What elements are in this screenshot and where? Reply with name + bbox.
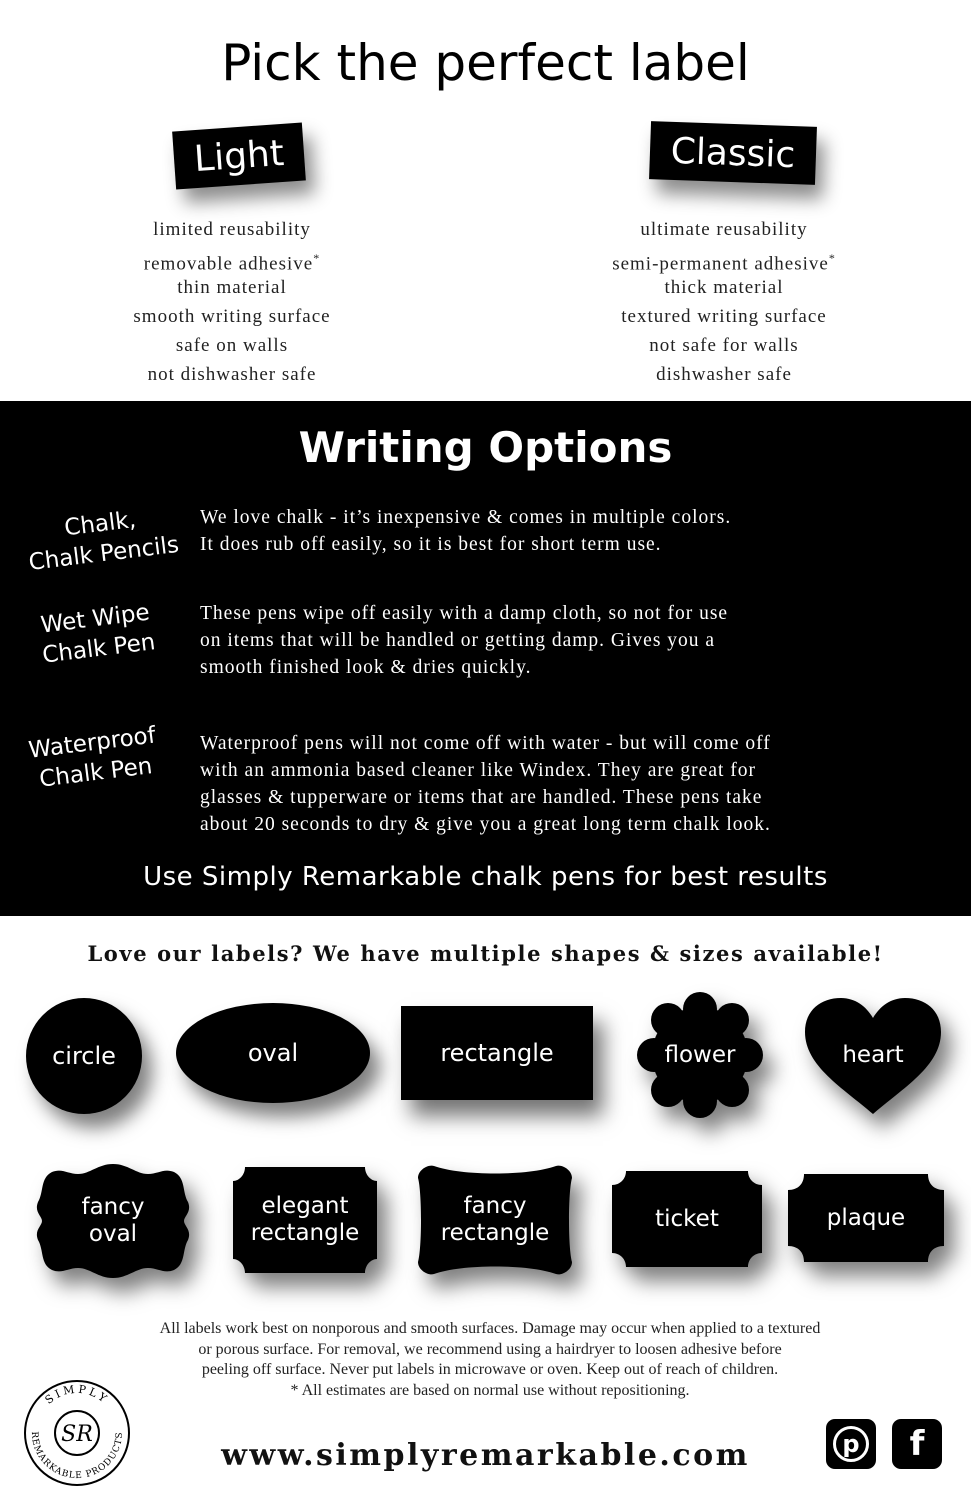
asterisk: * [313, 251, 321, 265]
light-label-tag: Light [172, 123, 306, 190]
shape-flower-label: flower [664, 1041, 736, 1068]
shape-heart-label: heart [842, 1041, 904, 1068]
list-item: semi-permanent adhesive* [612, 251, 836, 275]
asterisk: * [828, 251, 836, 265]
website-url[interactable]: www.simplyremarkable.com [221, 1438, 750, 1473]
list-item: limited reusability [153, 219, 311, 240]
chalk-pen-recommendation: Use Simply Remarkable chalk pens for best results [143, 862, 828, 892]
seal-bottom-text: REMARKABLE PRODUCTS [28, 1431, 126, 1482]
list-item: not safe for walls [649, 335, 799, 356]
option-name-chalk: Chalk, Chalk Pencils [27, 506, 181, 576]
page-title: Pick the perfect label [221, 34, 750, 92]
shape-oval: oval [176, 1003, 370, 1103]
option-name-waterproof: Waterproof Chalk Pen [27, 722, 158, 793]
shape-rectangle: rectangle [401, 1006, 593, 1100]
facebook-icon[interactable] [892, 1419, 942, 1469]
list-item: thick material [664, 277, 784, 298]
option-desc-wet-wipe: These pens wipe off easily with a damp cloth, so not for use on items that will be handled or getting damp. Gives you a smooth finished look & dries quickly. [200, 603, 729, 678]
list-item: ultimate reusability [640, 219, 808, 240]
classic-label-tag: Classic [649, 121, 817, 185]
seal-monogram: SR [61, 1422, 93, 1447]
shapes-heading: Love our labels? We have multiple shapes & sizes available! [87, 941, 884, 966]
list-item: textured writing surface [621, 306, 827, 327]
option-name-wet-wipe: Wet Wipe Chalk Pen [39, 599, 157, 669]
shape-fancy-oval-label: fancy oval [81, 1194, 145, 1247]
option-desc-chalk: We love chalk - it’s inexpensive & comes in multiple colors. It does rub off easily, so it is best for short term use. [200, 507, 732, 555]
list-item: smooth writing surface [133, 306, 331, 327]
list-item: removable adhesive* [143, 251, 321, 275]
writing-options-section [0, 401, 971, 916]
option-desc-waterproof: Waterproof pens will not come off with water - but will come off with an ammonia based cleaner like Windex. They are great for glasses & tupperware or items that are handled. These pens take about 20 seconds to dry & give you a great long term chalk look. [200, 733, 771, 835]
facebook-glyph: f [909, 1424, 925, 1464]
shape-ticket-label: ticket [655, 1205, 719, 1232]
pinterest-icon[interactable] [826, 1419, 876, 1469]
pinterest-glyph: p [833, 1426, 869, 1462]
writing-options-title: Writing Options [298, 423, 673, 472]
list-item: dishwasher safe [656, 364, 792, 385]
classic-feature-list [544, 215, 904, 389]
shape-circle: circle [26, 998, 142, 1114]
shape-fancy-rectangle-label: fancy rectangle [440, 1193, 550, 1246]
list-item: thin material [177, 277, 287, 298]
shape-elegant-rectangle-label: elegant rectangle [250, 1193, 360, 1246]
list-item: safe on walls [175, 335, 289, 356]
light-feature-list [52, 215, 412, 389]
shape-plaque-label: plaque [826, 1204, 906, 1231]
seal-top-text: SIMPLY [42, 1382, 112, 1407]
list-item: not dishwasher safe [147, 364, 317, 385]
disclaimer-text: All labels work best on nonporous and smooth surfaces. Damage may occur when applied to a textured or porous surface. For removal, we recommend using a hairdryer to loosen adhesive before peeling off surface. Never put labels in microwave or oven. Keep out of reach of children. * All estimates are based on normal use without repositioning. [159, 1320, 821, 1399]
